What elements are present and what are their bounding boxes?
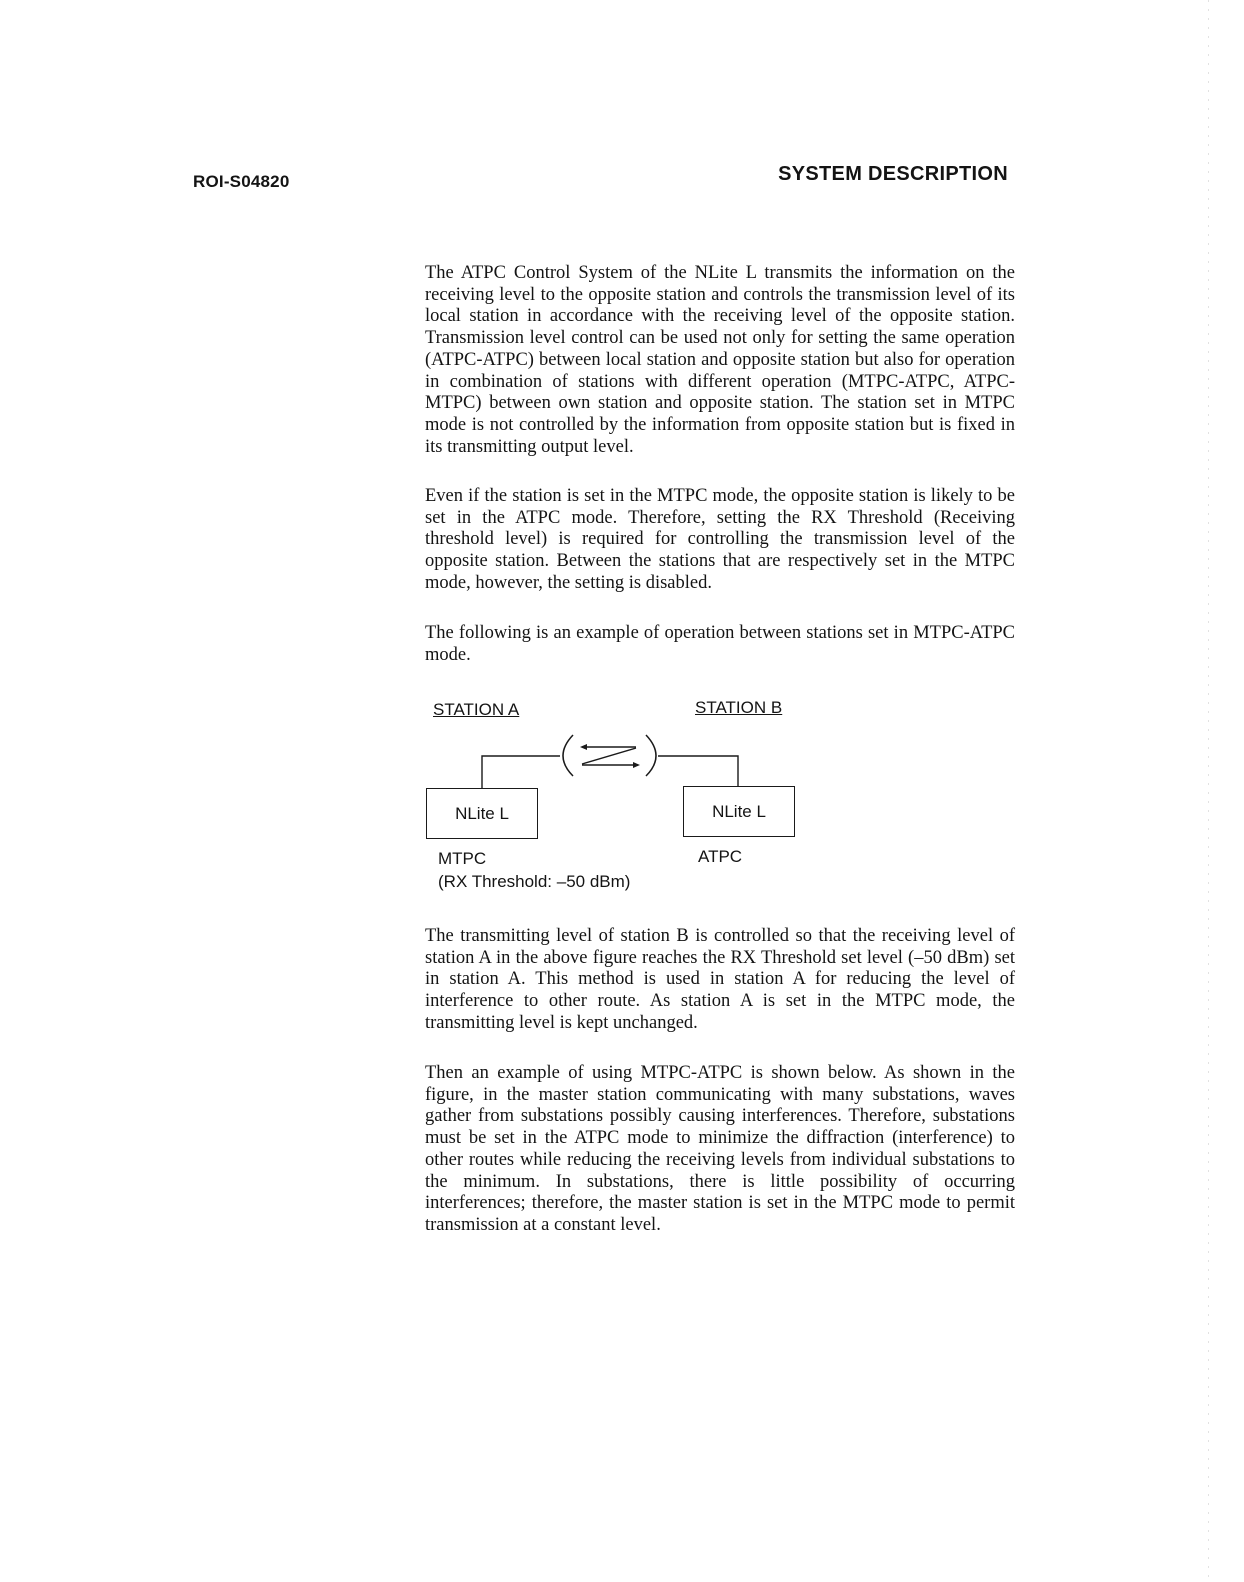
station-b-device: NLite L — [683, 786, 795, 837]
paragraph-rx-threshold: Even if the station is set in the MTPC mode, the opposite station is likely to be set in the ATPC mode. Therefore, setting the RX Threshold (Receiving threshold level) is required for controlling the transmission level of the opposite station. Between the stations that are respectively set in the MTPC mode, however, the setting is disabled. — [425, 486, 1015, 593]
link-diagonal — [582, 748, 636, 764]
paragraph-example-intro: The following is an example of operation between stations set in MTPC-ATPC mode. — [425, 623, 1015, 665]
link-bracket-right — [646, 735, 656, 776]
link-line-b — [658, 756, 738, 786]
link-arrowhead-upper — [580, 744, 587, 750]
link-arrowhead-lower — [633, 762, 640, 768]
paragraph-master-substation: Then an example of using MTPC-ATPC is shown below. As shown in the figure, in the master station communicating with many substations, waves gather from substations possibly causing interferences. Therefore, substations must be set in the ATPC mode to minimize the diffraction (interference) to other routes while reducing the receiving levels from individual substations to the minimum. In substations, there is little possibility of occurring interferences; therefore, the master station is set in the MTPC mode to permit transmission at a constant level. — [425, 1063, 1015, 1235]
station-a-device: NLite L — [426, 788, 538, 839]
document-id: ROI-S04820 — [193, 172, 290, 191]
paragraph-atpc-overview: The ATPC Control System of the NLite L transmits the information on the receiving level to the opposite station and controls the transmission level of its local station in accordance with the receiving level of the opposite station. Transmission level control can be used not only for setting the same operation (ATPC-ATPC) between local station and opposite station but also for operation in combination of stations with different operation (MTPC-ATPC, ATPC-MTPC) between own station and opposite station. The station set in MTPC mode is not controlled by the information from opposite station but is fixed in its transmitting output level. — [425, 263, 1015, 457]
paragraph-example-explanation: The transmitting level of station B is controlled so that the receiving level of station A in the above figure reaches the RX Threshold set level (–50 dBm) set in station A. This method is used in station A for reducing the level of interference to other route. As station A is set in the MTPC mode, the transmitting level is kept unchanged. — [425, 926, 1015, 1033]
section-title: SYSTEM DESCRIPTION — [778, 163, 1008, 185]
link-line-a — [482, 756, 560, 788]
station-a-label: STATION A — [433, 700, 520, 719]
station-a-mode: MTPC — [438, 849, 487, 868]
station-a-threshold: (RX Threshold: –50 dBm) — [438, 872, 631, 891]
scan-edge-artifact — [1208, 0, 1209, 1582]
station-link-diagram — [410, 690, 830, 900]
station-b-label: STATION B — [695, 698, 783, 717]
station-b-mode: ATPC — [698, 847, 743, 866]
link-bracket-left — [563, 735, 573, 776]
